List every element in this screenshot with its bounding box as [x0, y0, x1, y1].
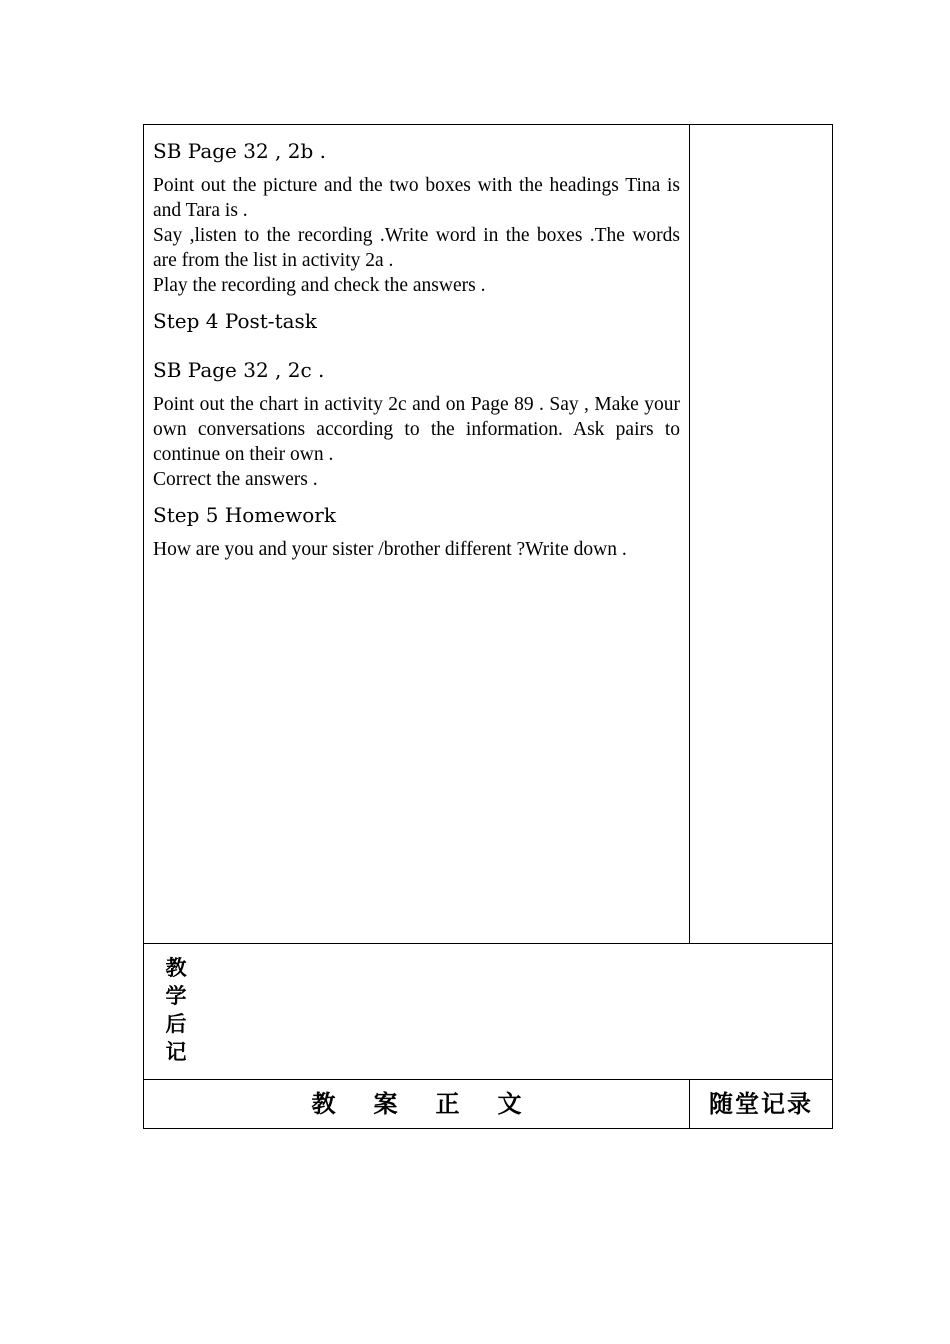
- section-heading-step-5: Step 5 Homework: [153, 503, 336, 527]
- section-body-2b: [153, 173, 680, 298]
- body-line: Point out the picture and the two boxes with the headings Tina is and Tara is .: [153, 175, 680, 221]
- lesson-plan-table: [143, 124, 833, 1129]
- reflection-char: 教: [165, 955, 187, 980]
- body-line: Play the recording and check the answers .: [153, 275, 486, 296]
- teaching-reflection-row: [144, 943, 832, 1079]
- section-heading-sb-page-32-2b: SB Page 32 , 2b .: [153, 139, 326, 163]
- lesson-body-cell: [144, 125, 690, 943]
- reflection-char: 后: [165, 1011, 187, 1036]
- class-notes-cell: [690, 125, 832, 943]
- reflection-char: 记: [165, 1039, 187, 1064]
- body-line: Say ,listen to the recording .Write word in the boxes .The words are from the list in activity 2a .: [153, 225, 680, 271]
- section-heading-sb-page-32-2c: SB Page 32 , 2c .: [153, 358, 325, 382]
- lesson-body-header: 教案正文: [144, 1080, 690, 1129]
- column-header-row: [144, 1079, 832, 1128]
- body-line: Point out the chart in activity 2c and on Page 89 . Say , Make your own conversations according to the information. Ask pairs to continue on their own .: [153, 394, 680, 465]
- reflection-char: 学: [165, 983, 187, 1008]
- teaching-reflection-label: [161, 954, 191, 1066]
- body-line: Correct the answers .: [153, 469, 318, 490]
- class-notes-header: 随堂记录: [709, 1089, 813, 1118]
- section-heading-step-4: Step 4 Post-task: [153, 309, 317, 333]
- section-body-2c: [153, 392, 680, 492]
- section-body-homework: [153, 537, 680, 562]
- body-line: How are you and your sister /brother different ?Write down .: [153, 539, 627, 560]
